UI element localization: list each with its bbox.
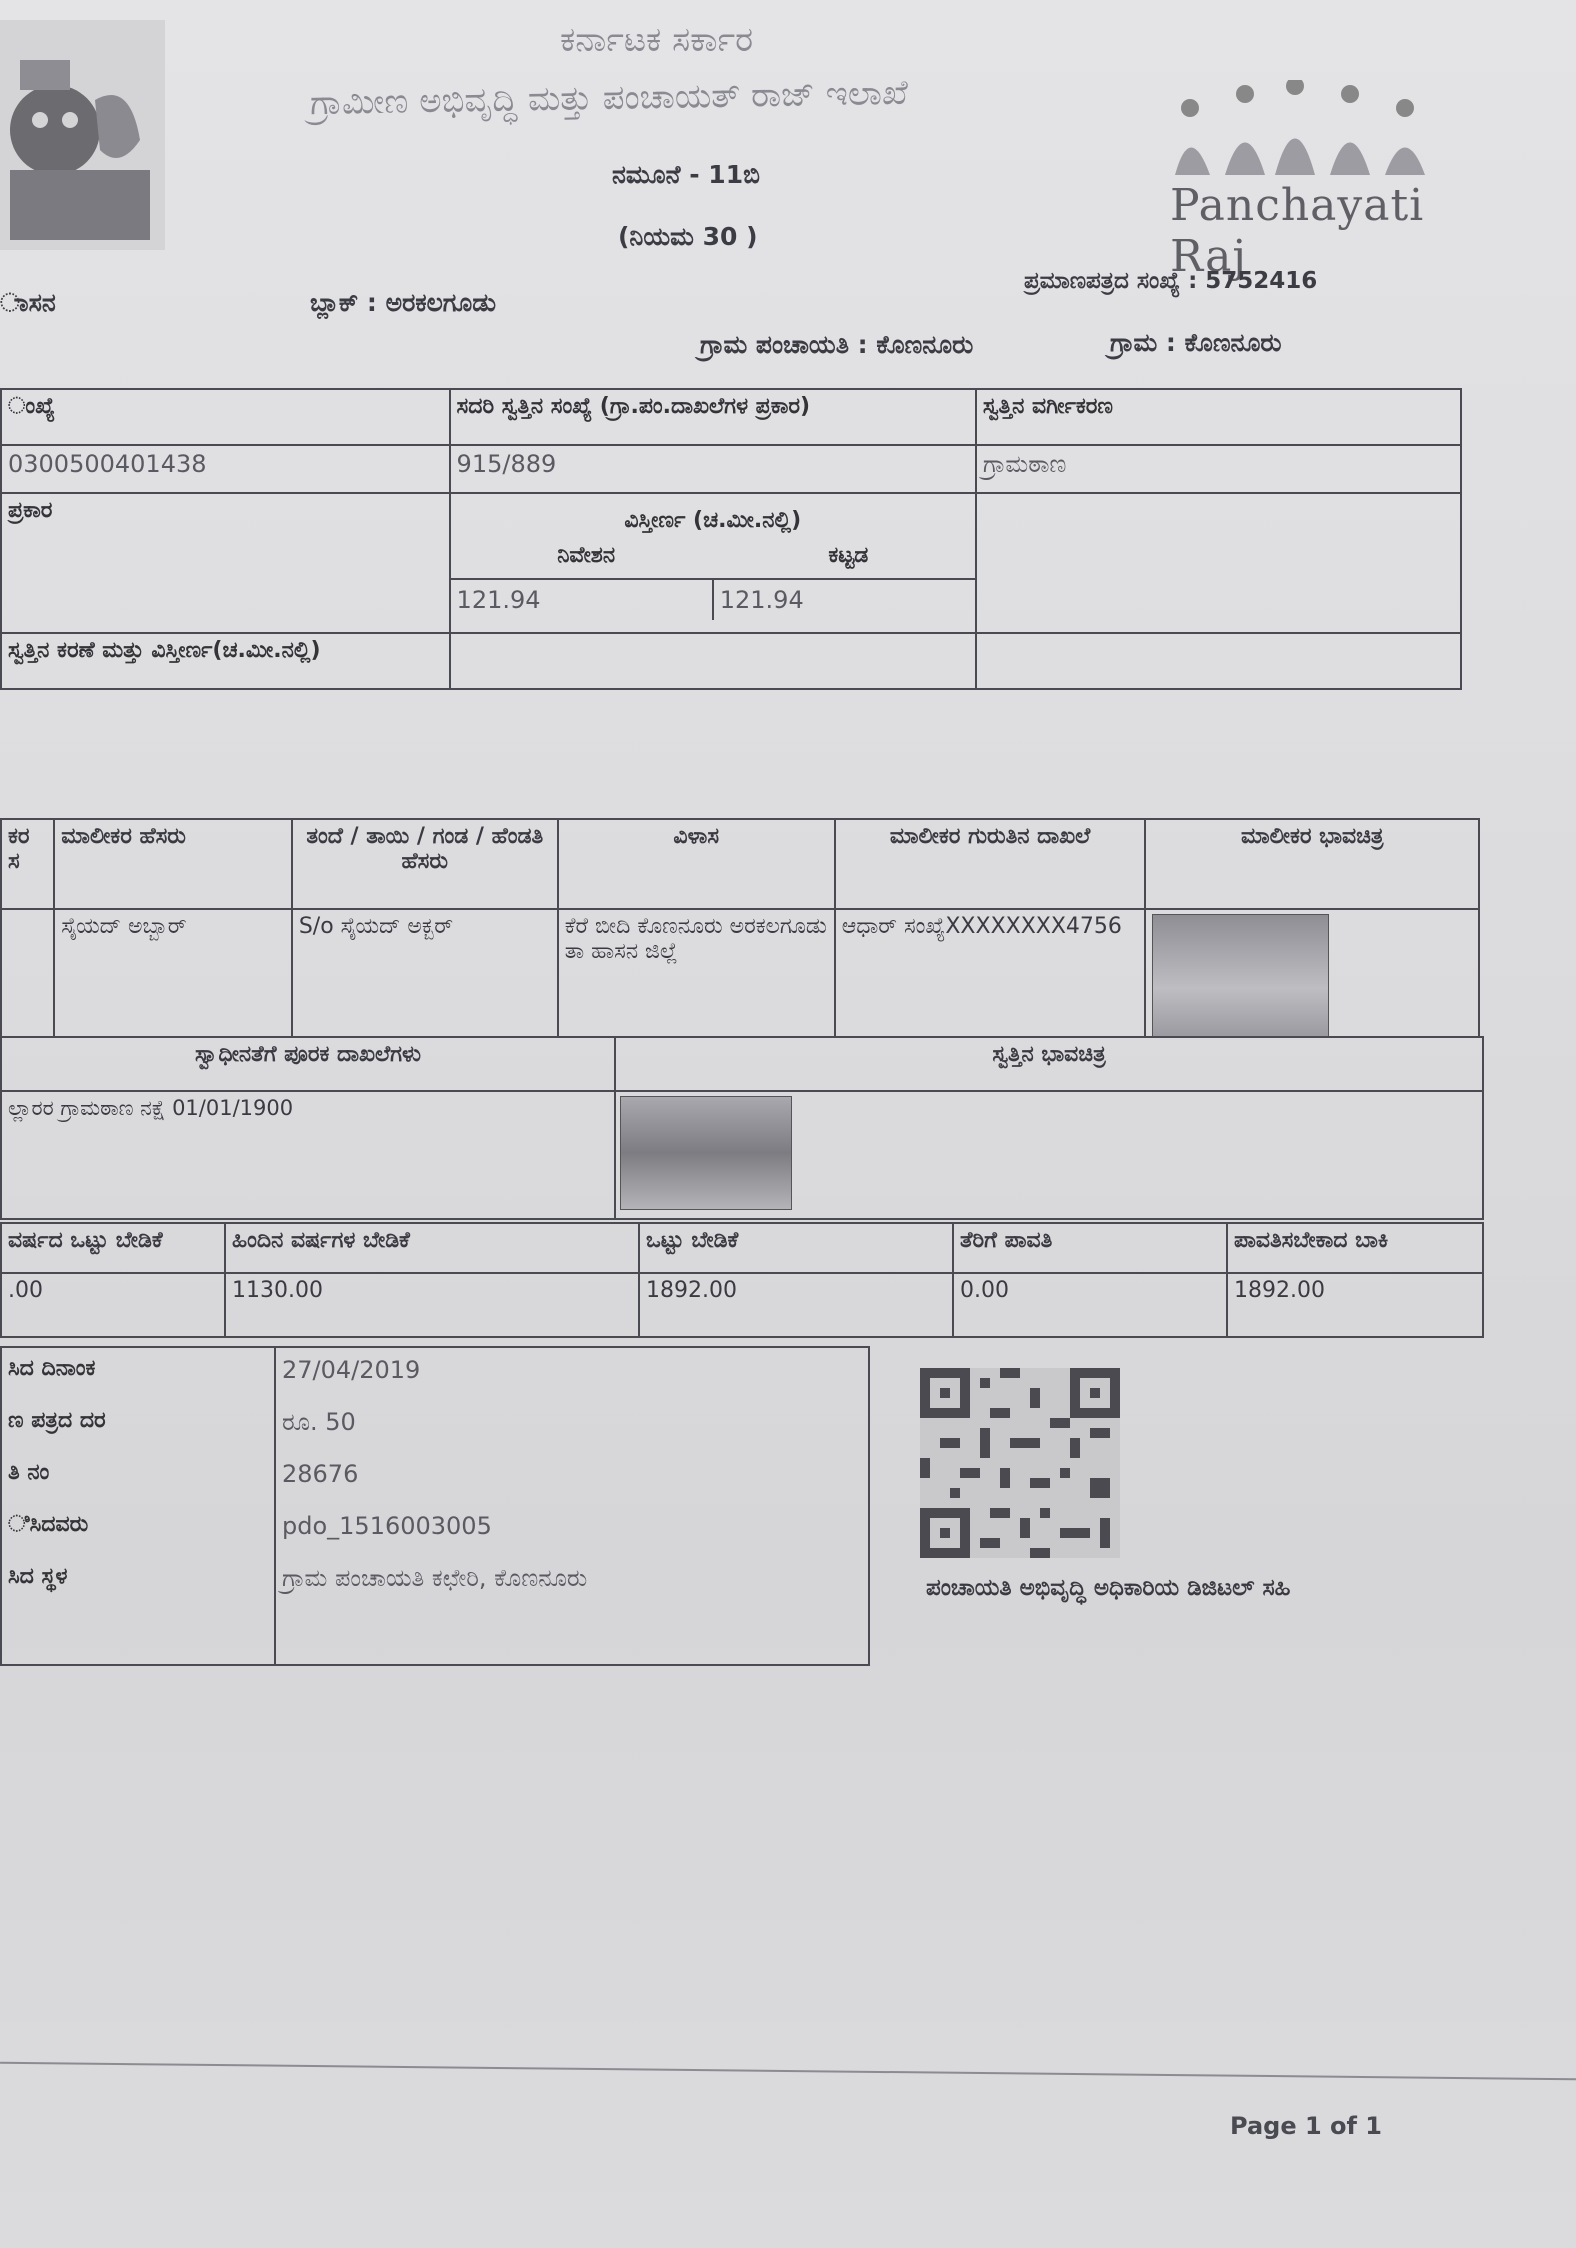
panchayati-raj-logo: [1170, 80, 1440, 282]
form-number: ನಮೂನೆ - 11ಬಿ: [612, 160, 760, 189]
gov-title: ಕರ್ನಾಟಕ ಸರ್ಕಾರ: [560, 20, 754, 60]
logo-text: Panchayati Raj: [1170, 180, 1425, 282]
karnataka-emblem-icon: [0, 20, 165, 250]
owner-photo-cell: [1145, 909, 1479, 1037]
site-label: ನಿವೇಶನ: [557, 543, 616, 568]
taluk: ಬ್ಲಾಕ್ : ಅರಕಲಗೂಡು: [310, 288, 497, 317]
property-photo: [620, 1096, 792, 1210]
qr-code-icon: [920, 1368, 1120, 1558]
tax-table: [0, 1222, 1484, 1338]
col-total-demand: ಒಟ್ಟು ಬೇಡಿಕೆ: [639, 1223, 953, 1273]
fee-value: ರೂ. 50: [282, 1408, 356, 1436]
issue-place-label: ಸಿದ ಸ್ಥಳ: [8, 1564, 68, 1589]
issue-date-label: ಸಿದ ದಿನಾಂಕ: [8, 1356, 96, 1381]
page-number: Page 1 of 1: [1230, 2112, 1382, 2140]
issued-by-label: ಿಸಿದವರು: [8, 1512, 89, 1537]
fee-label: ಣ ಪತ್ರದ ದರ: [8, 1408, 106, 1433]
property-photo-title: ಸ್ವತ್ತಿನ ಭಾವಚಿತ್ರ: [615, 1037, 1483, 1091]
issue-date-value: 27/04/2019: [282, 1356, 421, 1384]
col-previous-demand: ಹಿಂದಿನ ವರ್ಷಗಳ ಬೇಡಿಕೆ: [225, 1223, 639, 1273]
col-address: ವಿಳಾಸ: [558, 819, 835, 909]
people-logo-icon: [1170, 80, 1430, 175]
property-type-label: ಪ್ರಕಾರ: [1, 493, 450, 633]
property-id-value: 0300500401438: [1, 445, 450, 493]
area-cell: ವಿಸ್ತೀರ್ಣ (ಚ.ಮೀ.ನಲ್ಲಿ) ನಿವೇಶನ ಕಟ್ಟಡ 121.94 121.94: [450, 493, 976, 633]
property-number-value: 915/889: [450, 445, 976, 493]
col-serial: ಕರ ಸ: [1, 819, 54, 909]
building-value: 121.94: [712, 580, 975, 620]
property-photo-cell: [615, 1091, 1483, 1219]
property-table: [0, 388, 1462, 690]
certificate-number: ಪ್ರಮಾಣಪತ್ರದ ಸಂಖ್ಯೆ : 5752416: [1024, 268, 1318, 294]
owner-name: ಸೈಯದ್ ಅಬ್ಬಾರ್: [54, 909, 292, 1037]
col-id-doc: ಮಾಲೀಕರ ಗುರುತಿನ ದಾಖಲೆ: [835, 819, 1146, 909]
rule-number: (ನಿಯಮ 30 ): [618, 222, 758, 251]
gram-panchayat: ಗ್ರಾಮ ಪಂಚಾಯತಿ : ಕೊಣನೂರು: [700, 330, 974, 359]
col-owner-name: ಮಾಲೀಕರ ಹೆಸರು: [54, 819, 292, 909]
village: ಗ್ರಾಮ : ಕೊಣನೂರು: [1110, 328, 1282, 357]
issue-labels: [1, 1347, 275, 1665]
parent-name: S/o ಸೈಯದ್ ಅಕ್ಬರ್: [292, 909, 558, 1037]
documents-table: [0, 1036, 1484, 1220]
digital-signature-label: ಪಂಚಾಯತಿ ಅಭಿವೃದ್ಧಿ ಅಧಿಕಾರಿಯ ಡಿಜಿಟಲ್ ಸಹಿ: [926, 1575, 1291, 1601]
owner-photo: [1152, 914, 1329, 1038]
col-year-demand: ವರ್ಷದ ಒಟ್ಟು ಬೇಡಿಕೆ: [1, 1223, 225, 1273]
issue-table: [0, 1346, 870, 1666]
issue-values: [275, 1347, 869, 1665]
supporting-docs-title: ಸ್ವಾಧೀನತೆಗೆ ಪೂರಕ ದಾಖಲೆಗಳು: [1, 1037, 615, 1091]
tax-paid-value: 0.00: [953, 1273, 1227, 1337]
property-class-value: ಗ್ರಾಮಠಾಣ: [976, 445, 1461, 493]
total-demand-value: 1892.00: [639, 1273, 953, 1337]
owner-table: [0, 818, 1480, 1038]
issue-place-value: ಗ್ರಾಮ ಪಂಚಾಯತಿ ಕಛೇರಿ, ಕೊಣನೂರು: [282, 1564, 588, 1592]
previous-demand-value: 1130.00: [225, 1273, 639, 1337]
dept-title: ಗ್ರಾಮೀಣ ಅಭಿವೃದ್ಧಿ ಮತ್ತು ಪಂಚಾಯತ್ ರಾಜ್ ಇಲಾಖೆ: [309, 72, 909, 124]
col-parent-name: ತಂದೆ / ತಾಯಿ / ಗಂಡ / ಹೆಂಡತಿ ಹೆಸರು: [292, 819, 558, 909]
building-label: ಕಟ್ಟಡ: [828, 543, 869, 568]
col-owner-photo: ಮಾಲೀಕರ ಭಾವಚಿತ್ರ: [1145, 819, 1479, 909]
footer-divider: [0, 2062, 1576, 2081]
site-value: 121.94: [456, 586, 541, 614]
issued-by-value: pdo_1516003005: [282, 1512, 492, 1540]
year-demand-value: .00: [1, 1273, 225, 1337]
balance-value: 1892.00: [1227, 1273, 1483, 1337]
floor-label: ಸ್ವತ್ತಿನ ಕರಣೆ ಮತ್ತು ವಿಸ್ತೀರ್ಣ(ಚ.ಮೀ.ನಲ್ಲಿ): [1, 633, 450, 689]
owner-id-document: ಆಧಾರ್ ಸಂಖ್ಯೆXXXXXXXX4756: [835, 909, 1146, 1037]
col-balance: ಪಾವತಿಸಬೇಕಾದ ಬಾಕಿ: [1227, 1223, 1483, 1273]
receipt-value: 28676: [282, 1460, 359, 1488]
property-number-label: ಸದರಿ ಸ್ವತ್ತಿನ ಸಂಖ್ಯೆ (ಗ್ರಾ.ಪಂ.ದಾಖಲೆಗಳ ಪ್ರಕಾರ): [450, 389, 976, 445]
district: ಾಸನ: [0, 288, 56, 317]
col-tax-paid: ತೆರಿಗೆ ಪಾವತಿ: [953, 1223, 1227, 1273]
property-id-label: ಂಖ್ಯೆ: [1, 389, 450, 445]
owner-address: ಕೆರೆ ಬೀದಿ ಕೊಣನೂರು ಅರಕಲಗೂಡು ತಾ ಹಾಸನ ಜಿಲ್ಲೆ: [558, 909, 835, 1037]
receipt-label: ತಿ ನಂ: [8, 1460, 50, 1485]
property-class-label: ಸ್ವತ್ತಿನ ವರ್ಗೀಕರಣ: [976, 389, 1461, 445]
supporting-doc-entry: ಲ್ಲಾರರ ಗ್ರಾಮಠಾಣ ನಕ್ಷೆ 01/01/1900: [1, 1091, 615, 1219]
